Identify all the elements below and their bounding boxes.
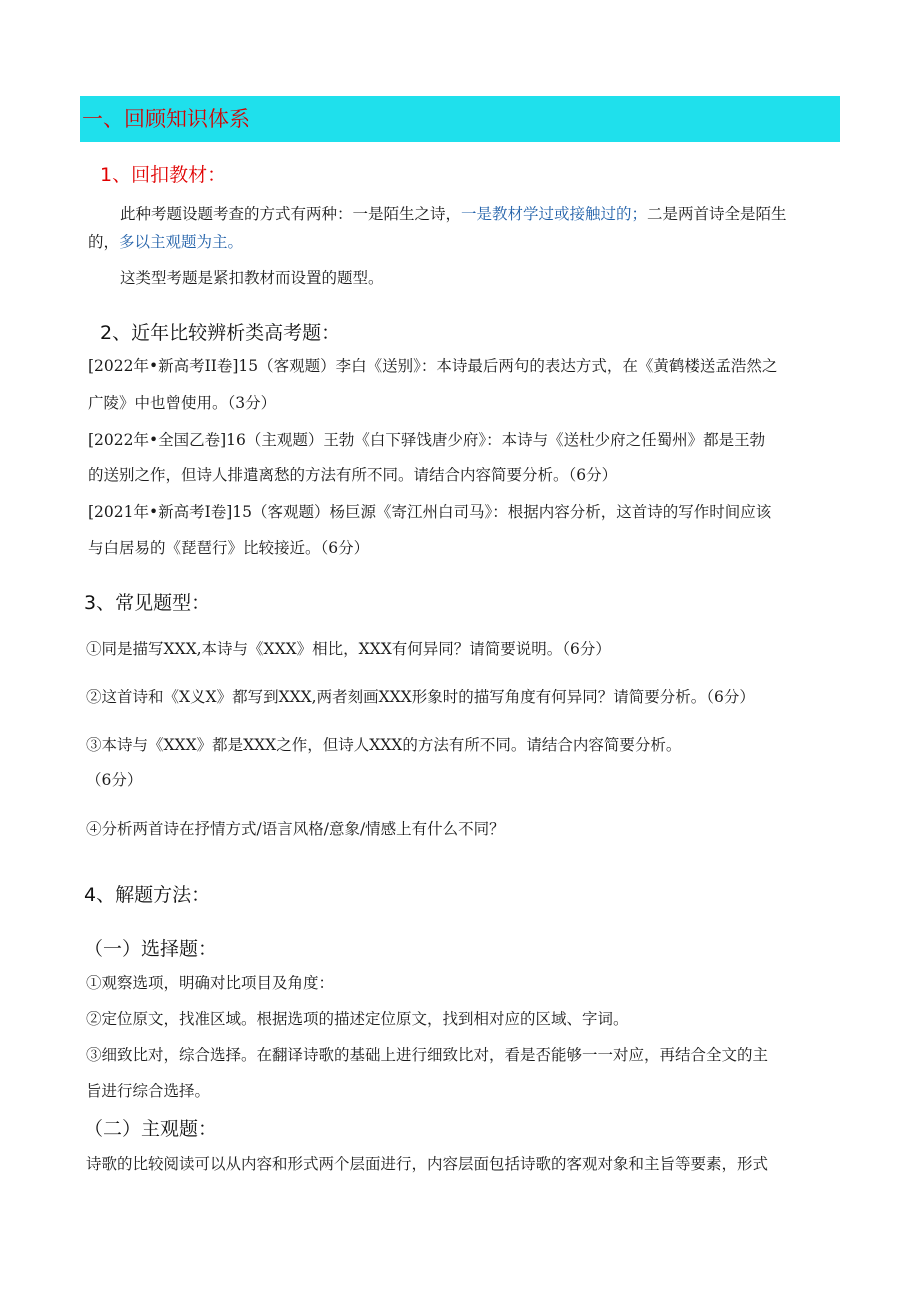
exam-item-2-line-2: 的送别之作，但诗人排遣离愁的方法有所不同。请结合内容简要分析。（6分） xyxy=(88,466,618,484)
highlight-text: 一是教材学过或接触过的； xyxy=(461,205,648,223)
paragraph-2: 这类型考题是紧扣教材而设置的题型。 xyxy=(120,269,384,287)
paragraph-1-line-2 xyxy=(88,231,243,253)
heading-2: 2、近年比较辨析类高考题： xyxy=(100,322,341,344)
paragraph-1-line-1 xyxy=(120,203,787,225)
question-type-4: ④分析两首诗在抒情方式/语言风格/意象/情感上有什么不同？ xyxy=(86,820,505,838)
exam-item-2-line-1: [2022年•全国乙卷]16（主观题）王勃《白下驿饯唐少府》：本诗与《送杜少府之任蜀州》都是王勃 xyxy=(88,431,766,449)
heading-4: 4、解题方法： xyxy=(84,884,211,906)
heading-3: 3、常见题型： xyxy=(84,592,211,614)
question-type-3-line-2: （6分） xyxy=(86,771,143,789)
text-segment: 此种考题设题考查的方式有两种：一是陌生之诗， xyxy=(120,205,462,223)
text-segment: 二是两首诗全是陌生 xyxy=(647,205,787,223)
method-1: ①观察选项，明确对比项目及角度： xyxy=(86,974,335,992)
exam-item-1-line-2: 广陵》中也曾使用。（3分） xyxy=(88,394,277,412)
text-segment: 的， xyxy=(88,233,120,251)
highlight-text: 多以主观题为主。 xyxy=(119,233,244,251)
subheading-subjective: （二）主观题： xyxy=(84,1118,218,1140)
method-2: ②定位原文，找准区域。根据选项的描述定位原文，找到相对应的区域、字词。 xyxy=(86,1010,629,1028)
exam-item-3-line-1: [2021年•新高考I卷]15（客观题）杨巨源《寄江州白司马》：根据内容分析，这首诗的写作时间应该 xyxy=(88,503,772,521)
exam-item-1-line-1: [2022年•新高考II卷]15（客观题）李白《送别》：本诗最后两句的表达方式，在《黄鹤楼送孟浩然之 xyxy=(88,357,778,375)
question-type-2: ②这首诗和《X义X》都写到XXX,两者刻画XXX形象时的描写角度有何异同？请简要分析。（6分） xyxy=(86,688,755,706)
section-banner xyxy=(80,96,840,142)
subheading-choice: （一）选择题： xyxy=(84,938,218,960)
question-type-3-line-1: ③本诗与《XXX》都是XXX之作，但诗人XXX的方法有所不同。请结合内容简要分析。 xyxy=(86,736,682,754)
method-3-line-1: ③细致比对，综合选择。在翻译诗歌的基础上进行细致比对，看是否能够一一对应，再结合全文的主 xyxy=(86,1046,769,1064)
section-title: 一、回顾知识体系 xyxy=(82,107,250,131)
exam-item-3-line-2: 与白居易的《琵琶行》比较接近。（6分） xyxy=(88,539,370,557)
method-3-line-2: 旨进行综合选择。 xyxy=(86,1082,211,1100)
heading-1: 1、回扣教材： xyxy=(100,164,227,186)
subjective-paragraph: 诗歌的比较阅读可以从内容和形式两个层面进行，内容层面包括诗歌的客观对象和主旨等要素，形式 xyxy=(86,1155,769,1173)
question-type-1: ①同是描写XXX,本诗与《XXX》相比，XXX有何异同？请简要说明。（6分） xyxy=(86,640,611,658)
